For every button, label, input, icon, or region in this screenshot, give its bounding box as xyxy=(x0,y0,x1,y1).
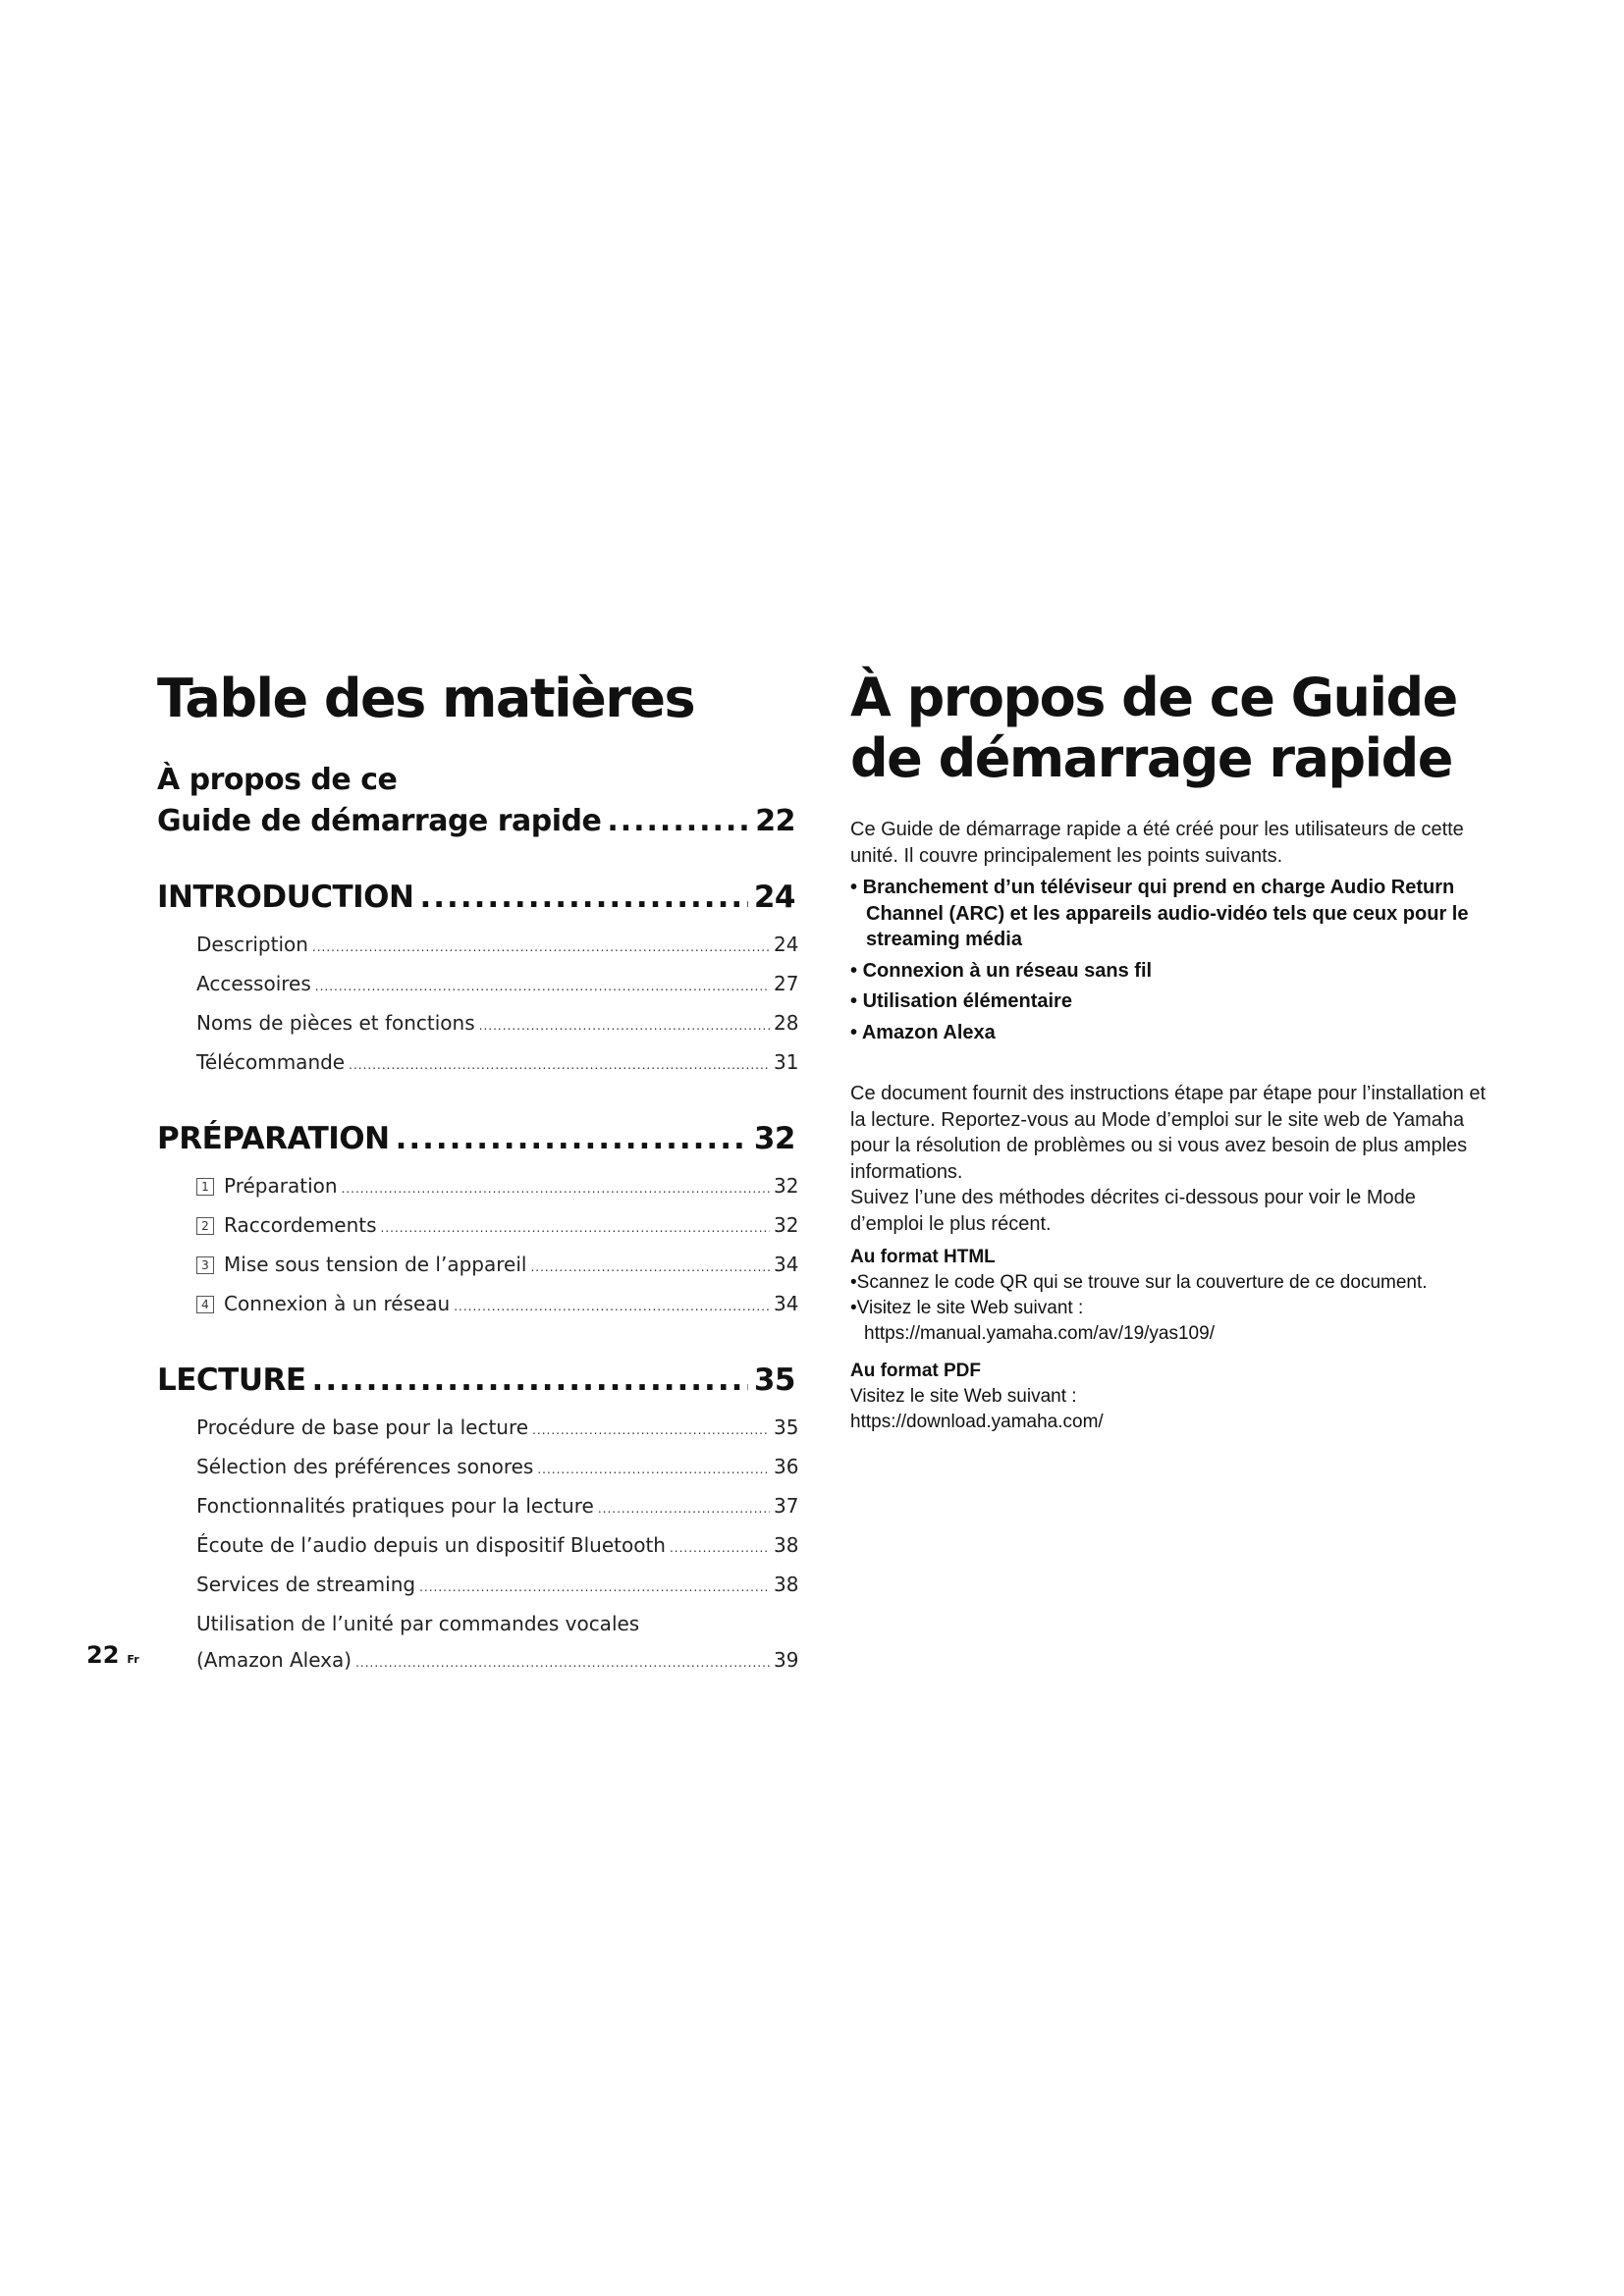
toc-leader-dots xyxy=(349,1047,770,1084)
about-intro: Ce Guide de démarrage rapide a été créé pour les utilisateurs de cette unité. Il couvre principalement les points suivants. xyxy=(850,819,1464,867)
toc-item-bluetooth[interactable] xyxy=(196,1527,799,1567)
page-footer xyxy=(86,1641,139,1669)
toc-item-streaming[interactable] xyxy=(196,1567,799,1606)
toc-item-label: Sélection des préférences sonores xyxy=(196,1455,534,1478)
toc-leader-dots xyxy=(342,1171,770,1207)
toc-leader-dots xyxy=(312,1361,748,1400)
toc-section-title: INTRODUCTION xyxy=(157,880,414,915)
toc-leader-dots xyxy=(396,1119,748,1158)
about-guide-section xyxy=(850,667,1489,1435)
toc-item-label: Fonctionnalités pratiques pour la lecture xyxy=(196,1494,594,1518)
about-title-line2: de démarrage rapide xyxy=(850,727,1452,789)
toc-entry-apropos[interactable] xyxy=(157,760,795,842)
step-number-badge: 4 xyxy=(196,1296,214,1313)
toc-item-page: 36 xyxy=(774,1455,799,1478)
html-item-qr: • Scannez le code QR qui se trouve sur la couverture de ce document. xyxy=(850,1270,1489,1296)
toc-leader-dots xyxy=(419,1570,770,1606)
manual-url-link[interactable]: https://manual.yamaha.com/av/19/yas109/ xyxy=(864,1323,1215,1344)
toc-item-description[interactable] xyxy=(196,927,799,966)
html-item-website xyxy=(850,1296,1489,1347)
step-number-badge: 3 xyxy=(196,1256,214,1274)
toc-item-page: 32 xyxy=(774,1174,799,1198)
toc-item-label: Télécommande xyxy=(196,1050,346,1074)
toc-leader-dots xyxy=(454,1289,770,1325)
toc-leader-dots xyxy=(381,1210,770,1247)
toc-item-page: 34 xyxy=(774,1292,799,1315)
toc-item-page: 27 xyxy=(774,972,799,995)
toc-section-preparation xyxy=(157,1119,799,1325)
about-paragraph-2: Ce document fournit des instructions étape par étape pour l’installation et la lecture. Reportez-vous au Mode d’emploi sur le site web de Yamaha pour la résolution de problèmes ou si vous avez besoin de plus amples informations. xyxy=(850,1083,1487,1183)
page-number: 22 xyxy=(86,1641,120,1669)
toc-section-page: 24 xyxy=(753,880,795,915)
pdf-text: Visitez le site Web suivant : xyxy=(850,1386,1077,1407)
toc-item-label: Préparation xyxy=(224,1174,338,1198)
toc-apropos-line2: Guide de démarrage rapide xyxy=(157,804,602,838)
html-format-heading: Au format HTML xyxy=(850,1247,996,1267)
toc-section-heading[interactable] xyxy=(157,1119,795,1158)
toc-section-lecture xyxy=(157,1361,799,1682)
toc-section-introduction xyxy=(157,878,799,1084)
toc-item-label: Procédure de base pour la lecture xyxy=(196,1415,529,1439)
toc-item-label-continued: (Amazon Alexa) xyxy=(196,1648,352,1672)
toc-item-page: 38 xyxy=(774,1533,799,1557)
toc-leader-dots xyxy=(530,1250,770,1286)
toc-leader-dots xyxy=(598,1491,770,1527)
toc-item-label: Services de streaming xyxy=(196,1573,416,1596)
toc-item-label: Écoute de l’audio depuis un dispositif Bluetooth xyxy=(196,1533,666,1557)
about-title-line1: À propos de ce Guide xyxy=(850,667,1457,728)
toc-item-accessoires[interactable] xyxy=(196,966,799,1005)
toc-leader-dots xyxy=(537,1452,770,1488)
html-item-website-text: Visitez le site Web suivant : xyxy=(856,1298,1084,1318)
toc-item-fonctionnalites[interactable] xyxy=(196,1488,799,1527)
toc-item-noms-de-pieces[interactable] xyxy=(196,1005,799,1044)
toc-item-label: Noms de pièces et fonctions xyxy=(196,1011,475,1035)
toc-leader-dots xyxy=(419,878,747,917)
toc-item-label: Accessoires xyxy=(196,972,311,995)
toc-section-heading[interactable] xyxy=(157,878,795,917)
toc-section-title: PRÉPARATION xyxy=(157,1121,390,1156)
toc-item-procedure-lecture[interactable] xyxy=(196,1410,799,1449)
toc-leader-dots xyxy=(670,1530,770,1567)
bullet-item: • Amazon Alexa xyxy=(850,1020,1489,1046)
toc-item-telecommande[interactable] xyxy=(196,1044,799,1084)
toc-item-page: 32 xyxy=(774,1213,799,1237)
toc-item-page: 24 xyxy=(774,933,799,956)
bullet-item: • Branchement d’un téléviseur qui prend en charge Audio Return Channel (ARC) et les appareils audio-vidéo tels que ceux pour le streaming média xyxy=(850,875,1489,953)
toc-apropos-line1: À propos de ce xyxy=(157,763,398,797)
toc-item-mise-sous-tension[interactable] xyxy=(196,1247,799,1286)
toc-item-page: 38 xyxy=(774,1573,799,1596)
toc-leader-dots xyxy=(312,930,770,966)
language-code: Fr xyxy=(127,1653,139,1666)
toc-leader-dots xyxy=(315,969,770,1005)
toc-item-page: 31 xyxy=(774,1050,799,1074)
toc-title: Table des matières xyxy=(157,667,695,729)
table-of-contents xyxy=(157,667,799,1682)
bullet-item: • Connexion à un réseau sans fil xyxy=(850,958,1489,985)
toc-item-label: Description xyxy=(196,933,308,956)
toc-item-page: 35 xyxy=(774,1415,799,1439)
step-number-badge: 2 xyxy=(196,1217,214,1235)
toc-item-preferences-sonores[interactable] xyxy=(196,1449,799,1488)
toc-item-raccordements[interactable] xyxy=(196,1207,799,1247)
toc-leader-dots xyxy=(607,801,749,842)
download-url-link[interactable]: https://download.yamaha.com/ xyxy=(850,1412,1104,1432)
toc-item-alexa[interactable] xyxy=(196,1606,799,1682)
pdf-format-heading: Au format PDF xyxy=(850,1361,981,1381)
toc-leader-dots xyxy=(355,1645,770,1682)
toc-leader-dots xyxy=(479,1008,770,1044)
about-bullet-list xyxy=(850,875,1489,1045)
toc-section-title: LECTURE xyxy=(157,1362,306,1398)
toc-section-heading[interactable] xyxy=(157,1361,795,1400)
step-number-badge: 1 xyxy=(196,1178,214,1196)
toc-section-page: 32 xyxy=(753,1121,795,1156)
toc-item-page: 37 xyxy=(774,1494,799,1518)
about-title xyxy=(850,667,1489,789)
about-paragraph-3: Suivez l’une des méthodes décrites ci-dessous pour voir le Mode d’emploi le plus récent. xyxy=(850,1187,1416,1235)
toc-item-label: Connexion à un réseau xyxy=(224,1292,451,1315)
toc-leader-dots xyxy=(532,1413,770,1449)
toc-apropos-page: 22 xyxy=(755,804,795,838)
toc-item-connexion-reseau[interactable] xyxy=(196,1286,799,1325)
toc-item-label: Mise sous tension de l’appareil xyxy=(224,1253,527,1276)
bullet-item: • Utilisation élémentaire xyxy=(850,988,1489,1015)
toc-item-page: 39 xyxy=(774,1648,799,1672)
toc-item-page: 34 xyxy=(774,1253,799,1276)
toc-item-preparation[interactable] xyxy=(196,1168,799,1207)
toc-item-label: Utilisation de l’unité par commandes vocales xyxy=(196,1612,640,1635)
toc-item-page: 28 xyxy=(774,1011,799,1035)
html-format-list xyxy=(850,1270,1489,1347)
toc-section-page: 35 xyxy=(753,1362,795,1398)
toc-item-label: Raccordements xyxy=(224,1213,377,1237)
